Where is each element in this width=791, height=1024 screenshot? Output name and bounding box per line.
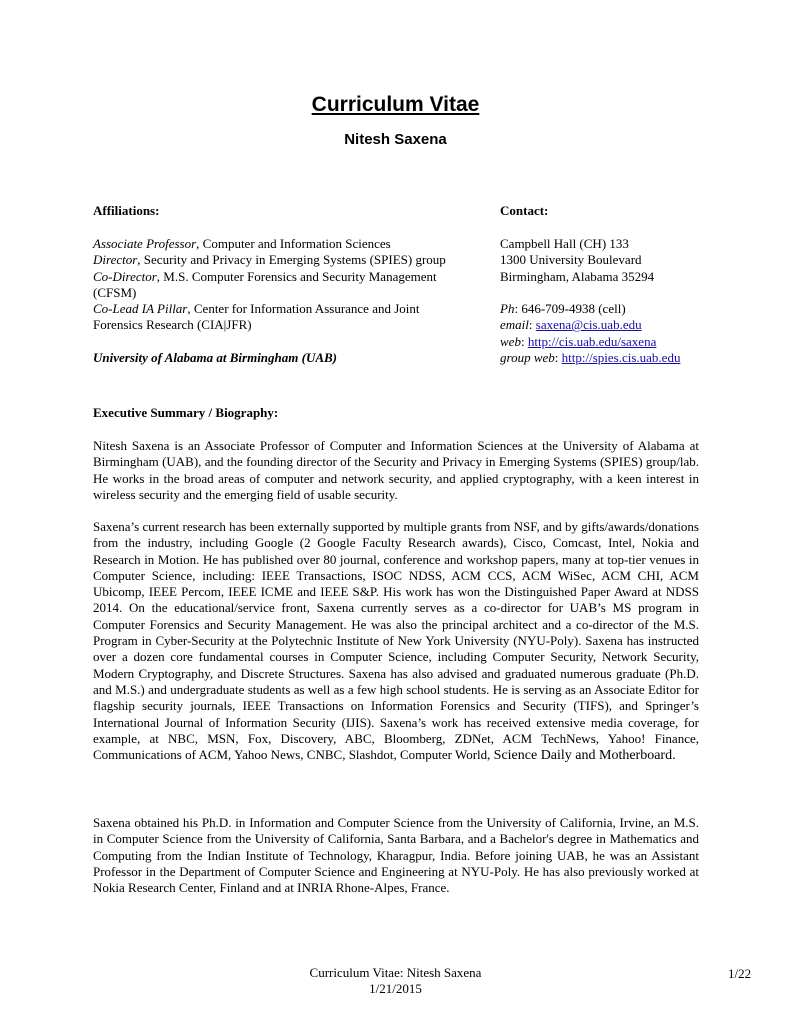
web-link[interactable]: http://cis.uab.edu/saxena bbox=[527, 333, 657, 349]
web-line: web: http://cis.uab.edu/saxena bbox=[500, 333, 657, 349]
affiliation-line: (CFSM) bbox=[93, 284, 137, 300]
affiliation-line: Associate Professor, Computer and Information Sciences bbox=[93, 236, 391, 251]
address-line: Campbell Hall (CH) 133 bbox=[500, 236, 629, 251]
university-name: University of Alabama at Birmingham (UAB) bbox=[93, 350, 338, 365]
summary-paragraph-3: Saxena obtained his Ph.D. in Information and Computer Science from the University of California, Irvine, an M.S. in Computer Science from the University of California, Santa Barbara, and a Bachelor's degree in Mathematics and Computing from the Indian Institute of Technology, Kharagpur, India. Before joining UAB, he was an Assistant Professor in the Department of Computer Science and Engineering at NYU-Poly. He has also previously worked at Nokia Research Center, Finland and at INRIA Rhone-Alpes, France. bbox=[93, 815, 699, 896]
author-name: Nitesh Saxena bbox=[344, 131, 447, 148]
affiliation-line: Director, Security and Privacy in Emerging Systems (SPIES) group bbox=[93, 252, 446, 268]
page-number: 1/22 bbox=[728, 966, 752, 981]
contact-heading: Contact: bbox=[500, 203, 549, 218]
page-title: Curriculum Vitae bbox=[311, 93, 480, 116]
summary-paragraph-1: Nitesh Saxena is an Associate Professor of Computer and Information Sciences at the University of Alabama at Birmingham (UAB), and the founding director of the Security and Privacy in Emerging Systems (SPIES) group/lab. He works in the broad areas of computer and network security, and applied cryptography, with a keen interest in wireless security and the emerging field of usable security. bbox=[93, 438, 699, 502]
footer-date: 1/21/2015 bbox=[369, 981, 422, 996]
phone-line: Ph: 646-709-4938 (cell) bbox=[500, 301, 626, 316]
summary-paragraph-2: Saxena’s current research has been externally supported by multiple grants from NSF, and by gifts/awards/donations from the industry, including Google (2 Google Faculty Research awards), Cisco, Comcast, Intel, Nokia and Research in Motion. He has published over 80 journal, conference and workshop papers, many at top-tier venues in Computer Science, including: IEEE Transactions, ISOC NDSS, ACM CCS, ACM WiSec, ACM CHI, ACM Ubicomp, IEEE Percom, IEEE ICME and IEEE S&P. His work has won the Distinguished Paper Award at NDSS 2014. On the educational/service front, Saxena currently serves as a co-director for UAB’s MS program in Computer Forensics and Security Management. He was also the principal architect and a co-director of the M.S. Program in Cyber-Security at the Polytechnic Institute of New York University (NYU-Poly). Saxena has instructed over a dozen core fundamental courses in Computer Science, including Computer Security, Network Security, Modern Cryptography, and Discrete Structures. Saxena has also advised and graduated numerous graduate (Ph.D. and M.S.) and undergraduate students as well as a few high school students. He is serving as an Associate Editor for flagship security journals, IEEE Transactions on Information Forensics and Security (TIFS), and Springer’s International Journal of Information Security (IJIS). Saxena’s work has received extensive media coverage, for example, at NBC, MSN, Fox, Discovery, ABC, Bloomberg, ZDNet, ACM TechNews, Yahoo! Finance, Communications of ACM, Yahoo News, CNBC, Slashdot, Computer World, Science Daily and Motherboard. bbox=[93, 519, 699, 764]
address-line: Birmingham, Alabama 35294 bbox=[500, 268, 655, 284]
contact-details bbox=[500, 301, 680, 366]
contact-address bbox=[500, 236, 654, 285]
group-web-link[interactable]: http://spies.cis.uab.edu bbox=[561, 349, 681, 365]
affiliation-line: Co-Lead IA Pillar, Center for Information Assurance and Joint bbox=[93, 301, 420, 317]
affiliation-line: Forensics Research (CIA|JFR) bbox=[93, 317, 252, 333]
footer-title: Curriculum Vitae: Nitesh Saxena bbox=[309, 965, 482, 980]
affiliation-line: Co-Director, M.S. Computer Forensics and Security Management bbox=[93, 268, 437, 284]
summary-heading: Executive Summary / Biography: bbox=[93, 405, 279, 420]
email-link[interactable]: saxena@cis.uab.edu bbox=[535, 317, 642, 333]
email-line: email: saxena@cis.uab.edu bbox=[500, 317, 642, 333]
group-web-line: group web: http://spies.cis.uab.edu bbox=[500, 349, 681, 365]
address-line: 1300 University Boulevard bbox=[500, 252, 642, 268]
affiliations-list bbox=[93, 236, 446, 334]
affiliations-heading: Affiliations: bbox=[93, 203, 160, 218]
